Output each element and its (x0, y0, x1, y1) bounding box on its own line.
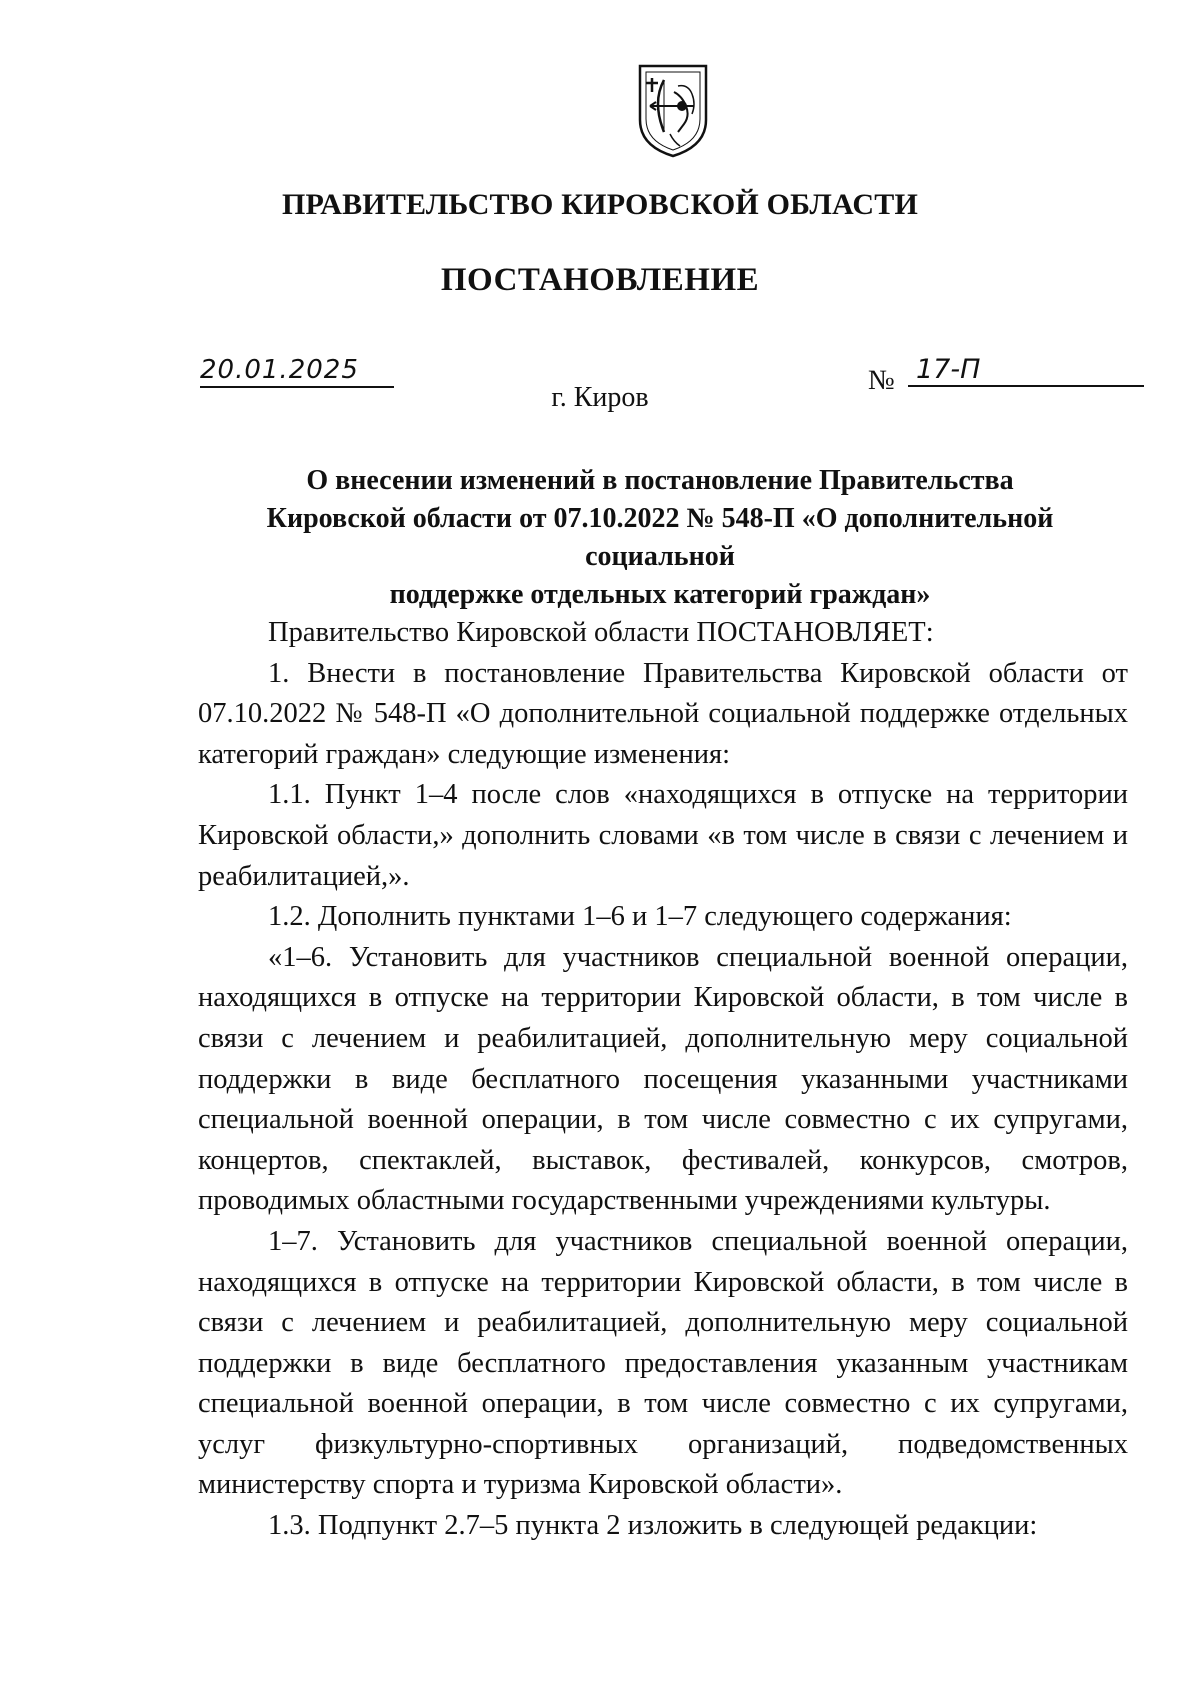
document-body (198, 613, 1128, 1547)
title-line: Кировской области от 07.10.2022 № 548-П «О дополнительной социальной (266, 503, 1054, 572)
title-line: О внесении изменений в постановление Правительства (306, 465, 1014, 496)
paragraph-1-2: 1.2. Дополнить пунктами 1–6 и 1–7 следующего содержания: (268, 901, 1012, 933)
document-type: ПОСТАНОВЛЕНИЕ (440, 262, 760, 298)
document-title (190, 462, 1130, 614)
preamble: Правительство Кировской области ПОСТАНОВЛЯЕТ: (268, 617, 934, 648)
document-date: 20.01.2025 (200, 355, 394, 388)
organization-name: ПРАВИТЕЛЬСТВО КИРОВСКОЙ ОБЛАСТИ (282, 188, 918, 221)
paragraph-1-1: 1.1. Пункт 1–4 после слов «находящихся в отпуске на территории Кировской области,» дополнить словами «в том числе в связи с лечением и реабилитацией,». (198, 779, 1128, 892)
paragraph-1-6: «1–6. Установить для участников специальной военной операции, находящихся в отпуске на территории Кировской области, в том числе в связи с лечением и реабилитацией, дополнительную меру социальной поддержки в виде бесплатного посещения указанными участниками специальной военной операции, в том числе совместно с их супругами, концертов, спектаклей, выставок, фестивалей, конкурсов, смотров, проводимых областными государственными учреждениями культуры. (198, 941, 1128, 1217)
kirov-coat-of-arms-icon (634, 62, 712, 160)
city: г. Киров (551, 382, 649, 413)
paragraph-1: 1. Внести в постановление Правительства Кировской области от 07.10.2022 № 548-П «О дополнительной социальной поддержке отдельных категорий граждан» следующие изменения: (198, 657, 1128, 770)
document-number: 17-П (908, 355, 1144, 387)
paragraph-1-7: 1–7. Установить для участников специальной военной операции, находящихся в отпуске на территории Кировской области, в том числе в связи с лечением и реабилитацией, дополнительную меру социальной поддержки в виде бесплатного предоставления указанным участникам специальной военной операции, в том числе совместно с их супругами, услуг физкультурно-спортивных организаций, подведомственных министерству спорта и туризма Кировской области». (198, 1225, 1128, 1501)
number-label: № (868, 365, 895, 396)
title-line: поддержке отдельных категорий граждан» (389, 579, 931, 610)
paragraph-1-3: 1.3. Подпункт 2.7–5 пункта 2 изложить в следующей редакции: (268, 1510, 1038, 1542)
